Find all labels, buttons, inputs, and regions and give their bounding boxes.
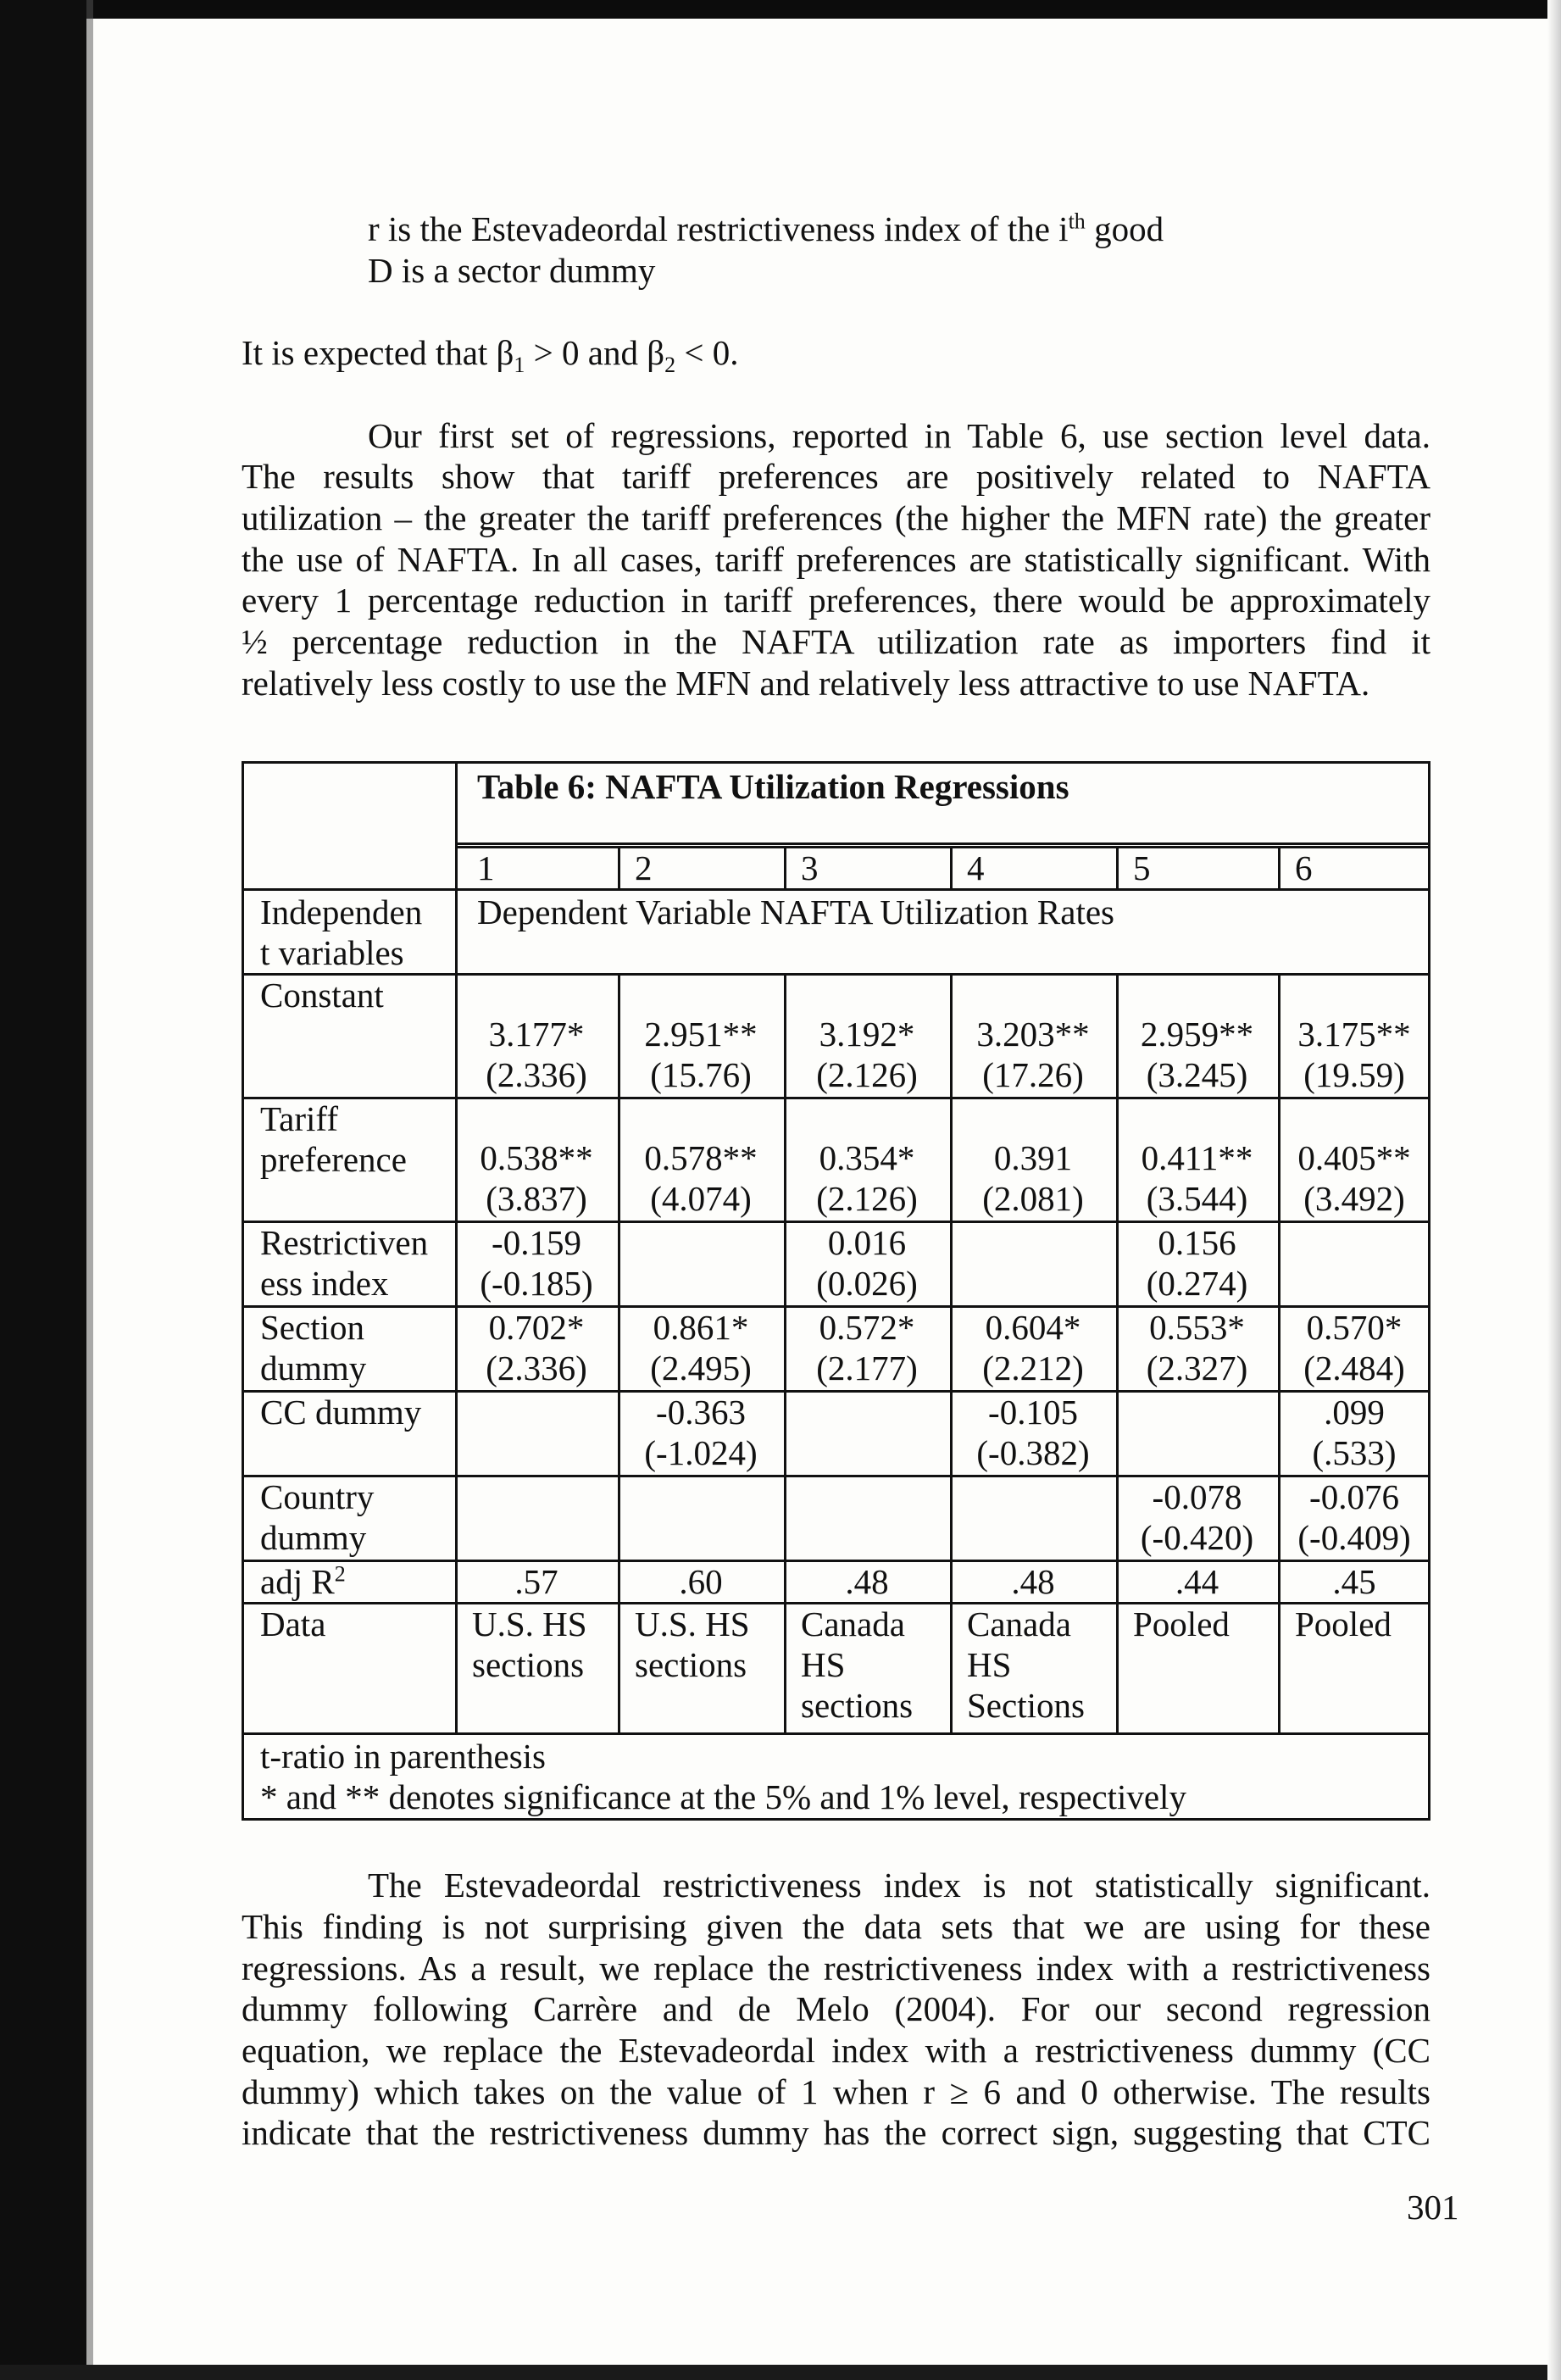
coefficient-cell: (3.544) bbox=[1146, 1179, 1248, 1218]
coefficient-cell: (2.126) bbox=[816, 1055, 918, 1094]
data-source-cell: Canada bbox=[967, 1604, 1071, 1643]
row-label: CC dummy bbox=[260, 1393, 422, 1432]
table-rule bbox=[950, 846, 953, 888]
coefficient-cell: 0.156 bbox=[1158, 1223, 1236, 1262]
r-definition: r is the Estevadeordal restrictiveness index of the $i^{th}$ good bbox=[368, 209, 1164, 248]
row-label: Tariff bbox=[260, 1099, 338, 1138]
coefficient-cell: (-1.024) bbox=[644, 1433, 758, 1472]
data-source-cell: HS bbox=[801, 1645, 846, 1684]
coefficient-cell: (2.212) bbox=[982, 1348, 1084, 1387]
coefficient-cell: 3.203** bbox=[976, 1015, 1090, 1054]
coefficient-cell: (0.274) bbox=[1146, 1264, 1248, 1303]
paragraph-line: relatively less costly to use the MFN and relatively less attractive to use NAFTA. bbox=[242, 664, 1370, 703]
paragraph-line: every 1 percentage reduction in tariff preferences, there would be approximately bbox=[242, 581, 1430, 620]
coefficient-cell: 3.192* bbox=[819, 1015, 915, 1054]
row-label: dummy bbox=[260, 1518, 367, 1557]
paragraph-line: utilization – the greater the tariff preferences (the higher the MFN rate) the greater bbox=[242, 498, 1430, 537]
coefficient-cell: -0.076 bbox=[1309, 1477, 1399, 1516]
coefficient-cell: (-0.185) bbox=[480, 1264, 593, 1303]
row-label: Country bbox=[260, 1477, 375, 1516]
coefficient-cell: (17.26) bbox=[982, 1055, 1084, 1094]
coefficient-cell: 0.391 bbox=[993, 1138, 1073, 1177]
regression-table bbox=[242, 761, 1430, 1821]
data-source-cell: U.S. HS bbox=[635, 1604, 750, 1643]
table-rule bbox=[1278, 846, 1280, 888]
coefficient-cell: 2.951** bbox=[644, 1015, 758, 1054]
scan-top-border bbox=[0, 0, 1561, 19]
coefficient-cell: (15.76) bbox=[650, 1055, 752, 1094]
row-label: Restrictiven bbox=[260, 1223, 429, 1262]
column-number: 4 bbox=[967, 848, 985, 887]
table-rule bbox=[618, 846, 620, 888]
data-source-cell: Sections bbox=[967, 1686, 1085, 1725]
table-border bbox=[1428, 761, 1430, 1821]
coefficient-cell: 0.702* bbox=[488, 1308, 585, 1347]
row-label: dummy bbox=[260, 1348, 367, 1387]
data-source-cell: sections bbox=[801, 1686, 914, 1725]
data-source-cell: U.S. HS bbox=[472, 1604, 587, 1643]
data-source-cell: Canada bbox=[801, 1604, 905, 1643]
table-title: Table 6: NAFTA Utilization Regressions bbox=[477, 767, 1069, 806]
data-source-cell: sections bbox=[472, 1645, 585, 1684]
independent-variables-header: t variables bbox=[260, 933, 404, 972]
table-rule bbox=[242, 1097, 1430, 1099]
coefficient-cell: 0.016 bbox=[827, 1223, 907, 1262]
coefficient-cell: 0.604* bbox=[985, 1308, 1081, 1347]
table-rule bbox=[242, 973, 1430, 976]
data-source-cell: HS bbox=[967, 1645, 1012, 1684]
coefficient-cell: .48 bbox=[1011, 1562, 1055, 1601]
column-number: 2 bbox=[635, 848, 653, 887]
row-label: ess index bbox=[260, 1264, 389, 1303]
coefficient-cell: (19.59) bbox=[1303, 1055, 1405, 1094]
row-label: preference bbox=[260, 1140, 407, 1179]
coefficient-cell: 0.411** bbox=[1141, 1138, 1253, 1177]
table-rule bbox=[455, 846, 1430, 848]
row-label: Data bbox=[260, 1604, 326, 1643]
table-footnote: t-ratio in parenthesis bbox=[260, 1737, 547, 1776]
paragraph-line: The results show that tariff preferences are positively related to NAFTA bbox=[242, 457, 1430, 496]
scan-right-shadow bbox=[1547, 0, 1561, 2380]
paragraph-line: dummy) which takes on the value of 1 when r ≥ 6 and 0 otherwise. The results bbox=[242, 2072, 1430, 2111]
row-label: Section bbox=[260, 1308, 364, 1347]
coefficient-cell: .57 bbox=[514, 1562, 558, 1601]
data-source-cell: sections bbox=[635, 1645, 747, 1684]
table-rule bbox=[784, 846, 786, 888]
data-source-cell: Pooled bbox=[1133, 1604, 1230, 1643]
coefficient-cell: .099 bbox=[1324, 1393, 1385, 1432]
paragraph-line: regressions. As a result, we replace the restrictiveness index with a restrictiveness bbox=[242, 1949, 1430, 1988]
coefficient-cell: (3.245) bbox=[1146, 1055, 1248, 1094]
table-border bbox=[242, 761, 1430, 764]
coefficient-cell: 3.175** bbox=[1297, 1015, 1411, 1054]
paragraph-line: dummy following Carrère and de Melo (2004). For our second regression bbox=[242, 1989, 1430, 2028]
coefficient-cell: (2.336) bbox=[486, 1348, 587, 1387]
independent-variables-header: Independen bbox=[260, 892, 423, 931]
coefficient-cell: (3.492) bbox=[1303, 1179, 1405, 1218]
coefficient-cell: 0.538** bbox=[480, 1138, 593, 1177]
dependent-variable-header: Dependent Variable NAFTA Utilization Rates bbox=[477, 892, 1115, 931]
coefficient-cell: (2.327) bbox=[1146, 1348, 1248, 1387]
paragraph-line: indicate that the restrictiveness dummy has the correct sign, suggesting that CTC bbox=[242, 2113, 1430, 2152]
coefficient-cell: -0.159 bbox=[492, 1223, 581, 1262]
coefficient-cell: 3.177* bbox=[488, 1015, 585, 1054]
d-definition: D is a sector dummy bbox=[368, 251, 656, 290]
coefficient-cell: (0.026) bbox=[816, 1264, 918, 1303]
coefficient-cell: (2.495) bbox=[650, 1348, 752, 1387]
coefficient-cell: (.533) bbox=[1312, 1433, 1397, 1472]
coefficient-cell: (2.126) bbox=[816, 1179, 918, 1218]
row-label: Constant bbox=[260, 976, 384, 1015]
coefficient-cell: (3.837) bbox=[486, 1179, 587, 1218]
coefficient-cell: 0.354* bbox=[819, 1138, 915, 1177]
table-border bbox=[242, 761, 244, 1821]
coefficient-cell: (4.074) bbox=[650, 1179, 752, 1218]
coefficient-cell: (-0.420) bbox=[1140, 1518, 1254, 1557]
coefficient-cell: (-0.382) bbox=[976, 1433, 1090, 1472]
data-source-cell: Pooled bbox=[1295, 1604, 1392, 1643]
scan-left-border bbox=[0, 0, 86, 2380]
coefficient-cell: .45 bbox=[1332, 1562, 1376, 1601]
coefficient-cell: 0.553* bbox=[1149, 1308, 1245, 1347]
table-footnote: * and ** denotes significance at the 5% and 1% level, respectively bbox=[260, 1777, 1186, 1816]
paragraph-line: The Estevadeordal restrictiveness index is not statistically significant. bbox=[368, 1866, 1430, 1905]
coefficient-cell: (-0.409) bbox=[1297, 1518, 1411, 1557]
table-rule bbox=[242, 1732, 1430, 1735]
expectation-sentence: It is expected that $\beta_1 > 0$ and $\beta_2 < 0$. bbox=[242, 333, 739, 378]
coefficient-cell: 0.405** bbox=[1297, 1138, 1411, 1177]
page-number: 301 bbox=[1407, 2188, 1459, 2227]
table-rule bbox=[242, 888, 1430, 891]
table-rule bbox=[1116, 846, 1119, 888]
scan-bottom-border bbox=[0, 2365, 1561, 2380]
coefficient-cell: .48 bbox=[845, 1562, 889, 1601]
column-number: 6 bbox=[1295, 848, 1313, 887]
paragraph-line: This finding is not surprising given the data sets that we are using for these bbox=[242, 1907, 1430, 1946]
coefficient-cell: 0.861* bbox=[653, 1308, 749, 1347]
row-label: adj $R^2$ bbox=[260, 1561, 346, 1601]
scan-left-shadow bbox=[86, 0, 93, 2380]
column-number: 3 bbox=[801, 848, 819, 887]
coefficient-cell: -0.105 bbox=[988, 1393, 1078, 1432]
table-border bbox=[242, 1818, 1430, 1821]
coefficient-cell: 0.572* bbox=[819, 1308, 915, 1347]
coefficient-cell: 0.570* bbox=[1306, 1308, 1403, 1347]
coefficient-cell: (2.484) bbox=[1303, 1348, 1405, 1387]
column-number: 1 bbox=[477, 848, 495, 887]
coefficient-cell: .44 bbox=[1175, 1562, 1219, 1601]
coefficient-cell: -0.363 bbox=[656, 1393, 746, 1432]
table-rule bbox=[455, 842, 1430, 845]
column-number: 5 bbox=[1133, 848, 1151, 887]
coefficient-cell: 2.959** bbox=[1140, 1015, 1254, 1054]
paragraph-line: Our first set of regressions, reported in Table 6, use section level data. bbox=[368, 416, 1430, 455]
coefficient-cell: (2.177) bbox=[816, 1348, 918, 1387]
coefficient-cell: -0.078 bbox=[1152, 1477, 1242, 1516]
coefficient-cell: (2.336) bbox=[486, 1055, 587, 1094]
coefficient-cell: .60 bbox=[679, 1562, 723, 1601]
paragraph-line: ½ percentage reduction in the NAFTA utilization rate as importers find it bbox=[242, 622, 1430, 661]
coefficient-cell: 0.578** bbox=[644, 1138, 758, 1177]
paragraph-line: equation, we replace the Estevadeordal index with a restrictiveness dummy (CC bbox=[242, 2031, 1430, 2070]
coefficient-cell: (2.081) bbox=[982, 1179, 1084, 1218]
paragraph-line: the use of NAFTA. In all cases, tariff preferences are statistically significant. With bbox=[242, 540, 1430, 579]
